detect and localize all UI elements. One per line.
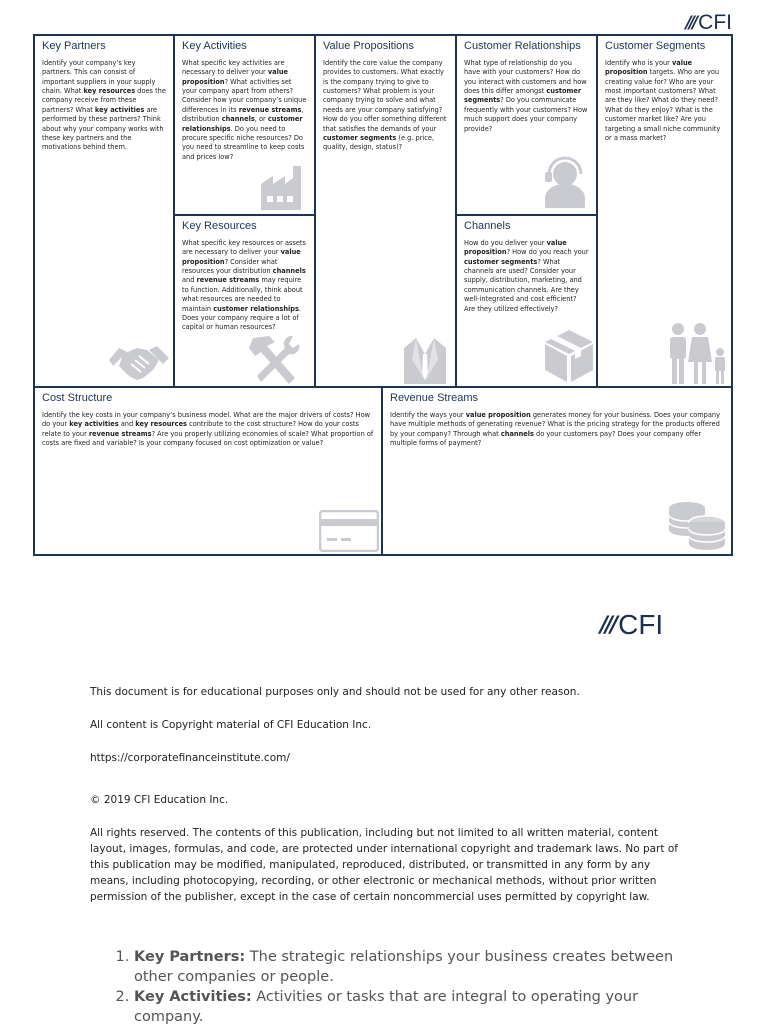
text-run: What specific key resources or assets are necessary to deliver your xyxy=(182,239,306,257)
customer-segments-title: Customer Segments xyxy=(605,40,706,52)
text-run: ? How do you reach your xyxy=(506,248,589,257)
text-run: , distribution xyxy=(182,105,304,124)
cost-structure-section xyxy=(35,386,383,554)
cfi-logo-mark: /// xyxy=(685,13,696,33)
suit-icon xyxy=(400,332,450,384)
key-partners-section xyxy=(35,36,175,388)
bold-term: channels xyxy=(272,267,306,276)
revenue-streams-title: Revenue Streams xyxy=(390,392,479,404)
key-partners-title: Key Partners xyxy=(42,40,106,52)
customer-relationships-text xyxy=(464,59,589,134)
revenue-streams-section xyxy=(383,386,731,554)
text-run: Identify the core value the company provides to customers. What exactly is the company trying to give to customers? What problem is your company trying to solve and what needs are your company satisfying? How do you offer something different that satisfies the demands of your xyxy=(323,59,447,133)
key-resources-text xyxy=(182,239,307,333)
business-model-canvas xyxy=(33,34,733,556)
bold-term: customer segments xyxy=(464,87,582,105)
bold-term: revenue streams xyxy=(196,276,260,285)
copyright-line: © 2019 CFI Education Inc. xyxy=(90,794,229,806)
text-run: may require to function. Additionally, think about what resources are needed to maintain xyxy=(182,276,303,313)
text-run: do your customers pay? Does your company offer multiple forms of payment? xyxy=(390,429,702,448)
text-run: ? Consider what resources your distribution xyxy=(182,257,278,276)
bold-term: key resources xyxy=(83,87,136,96)
key-resources-title: Key Resources xyxy=(182,220,257,232)
revenue-streams-text xyxy=(390,411,724,448)
list-item-term: Key Activities: xyxy=(134,989,252,1005)
disclaimer-copyright-material: All content is Copyright material of CFI Education Inc. xyxy=(90,719,372,731)
text-run: ? Do you communicate frequently with your customers? How much support does your company provide? xyxy=(464,96,588,133)
customer-relationships-section xyxy=(457,36,598,216)
cost-structure-title: Cost Structure xyxy=(42,392,113,404)
text-run: . Does your company require a lot of capital or human resources? xyxy=(182,304,302,332)
customer-segments-text xyxy=(605,59,724,143)
bold-term: channels xyxy=(500,429,534,438)
bold-term: value proposition xyxy=(464,239,567,257)
text-run: and xyxy=(118,420,136,429)
bold-term: revenue streams xyxy=(238,105,302,114)
text-run: targets. Who are you creating value for? Who are your most important customers? What are they like? What do they need? What do they enjoy? What is the customer market like? Are you targeting a small niche community or a mass market? xyxy=(605,68,721,142)
rights-reserved-text: All rights reserved. The contents of this publication, including but not limited to all written material, content layout, images, formulas, and code, are protected under international copyright and trademark laws. No part of this publication may be modified, manipulated, reproduced, distributed, or transmitted in any form by any means, including photocopying, recording, or other electronic or mechanical methods, without prior written permission of the publisher, except in the case of certain noncommercial uses permitted by copyright law. xyxy=(90,827,678,903)
text-run: generates money for your business. Does your company have multiple methods of generating revenue? What is the pricing strategy for the products offered by your company? Through what xyxy=(390,411,720,438)
key-resources-section xyxy=(175,216,316,388)
factory-icon xyxy=(259,164,307,210)
bold-term: value proposition xyxy=(182,68,289,86)
list-item-term: Key Partners: xyxy=(134,949,246,965)
family-icon xyxy=(664,322,730,384)
key-activities-text xyxy=(182,59,307,162)
hammer-wrench-icon xyxy=(247,334,301,384)
text-run: What type of relationship do you have with your customers? How do you interact with customers and how does this differ amongst xyxy=(464,59,587,96)
channels-title: Channels xyxy=(464,220,511,232)
cfi-logo-text: CFI xyxy=(698,11,732,34)
text-run: ? What activities set your company apart from others? Consider how your company’s unique differences in its xyxy=(182,77,307,114)
coins-icon xyxy=(665,498,727,552)
text-run: are performed by these partners? Think about why your company works with these key partners and the motivations behind them. xyxy=(42,105,164,152)
definitions-list xyxy=(110,947,694,1027)
text-run: Identify your company’s key partners. This can consist of important suppliers in your supply chain. What xyxy=(42,59,156,96)
disclaimer-educational: This document is for educational purposes only and should not be used for any other reason. xyxy=(90,686,580,698)
bold-term: customer relationships xyxy=(213,304,299,313)
cfi-logo-large xyxy=(600,609,663,641)
channels-text xyxy=(464,239,589,314)
text-run: does the company receive from these partners? What xyxy=(42,87,166,114)
text-run: and xyxy=(182,276,197,285)
disclaimer-block xyxy=(90,684,690,905)
cfi-logo xyxy=(686,11,732,35)
bold-term: key activities xyxy=(69,420,119,429)
text-run: What specific key activities are necessary to deliver your xyxy=(182,59,285,77)
bold-term: revenue streams xyxy=(88,429,152,438)
package-box-icon xyxy=(543,328,595,384)
bold-term: customer segments xyxy=(464,257,538,266)
value-propositions-title: Value Propositions xyxy=(323,40,414,52)
bold-term: channels xyxy=(221,115,255,124)
customer-segments-section xyxy=(598,36,731,388)
text-run: Identify the ways your xyxy=(390,411,466,419)
text-run: ? What channels are used? Consider your supply, distribution, marketing, and communication channels. Are they well-integrated and cost efficient? Are they utilized effectively? xyxy=(464,257,582,313)
key-activities-section xyxy=(175,36,316,216)
key-activities-title: Key Activities xyxy=(182,40,247,52)
bold-term: key activities xyxy=(94,105,145,114)
bold-term: customer segments xyxy=(323,133,397,142)
list-item-description: The strategic relationships your business creates between other companies or people. xyxy=(134,949,674,985)
list-item xyxy=(134,947,694,987)
text-run: . Do you need to procure specific niche resources? Do you need to streamline to keep costs and prices low? xyxy=(182,124,305,161)
text-run: (e.g. price, quality, design, status)? xyxy=(323,133,435,152)
text-run: , or xyxy=(254,115,268,124)
credit-card-icon xyxy=(319,510,379,552)
value-propositions-section xyxy=(316,36,457,388)
bold-term: key resources xyxy=(135,420,187,429)
text-run: contribute to the cost structure? How do your costs relate to your xyxy=(42,420,359,438)
cfi-logo-text: CFI xyxy=(618,609,664,640)
customer-relationships-title: Customer Relationships xyxy=(464,40,581,52)
bold-term: value proposition xyxy=(605,59,693,77)
value-propositions-text xyxy=(323,59,448,153)
key-partners-text xyxy=(42,59,166,153)
handshake-icon xyxy=(107,340,171,382)
list-item-description: Activities or tasks that are integral to operating your company. xyxy=(134,989,639,1025)
text-run: ? Are you properly utilizing economies of scale? What proportion of costs are fixed and variable? Is your company focused on cost optimization or value? xyxy=(42,429,374,448)
text-run: Identify who is your xyxy=(605,59,672,67)
bold-term: customer relationships xyxy=(182,115,303,133)
cfi-logo-mark: /// xyxy=(600,612,616,638)
bold-term: value proposition xyxy=(182,248,301,266)
website-link[interactable]: https://corporatefinanceinstitute.com/ xyxy=(90,752,290,764)
text-run: How do you deliver your xyxy=(464,239,547,247)
channels-section xyxy=(457,216,598,388)
text-run: Identify the key costs in your company’s business model. What are the major drivers of costs? How do your xyxy=(42,411,371,429)
headset-icon xyxy=(541,156,589,208)
cost-structure-text xyxy=(42,411,374,448)
bold-term: value proposition xyxy=(465,411,531,419)
list-item xyxy=(134,987,694,1027)
